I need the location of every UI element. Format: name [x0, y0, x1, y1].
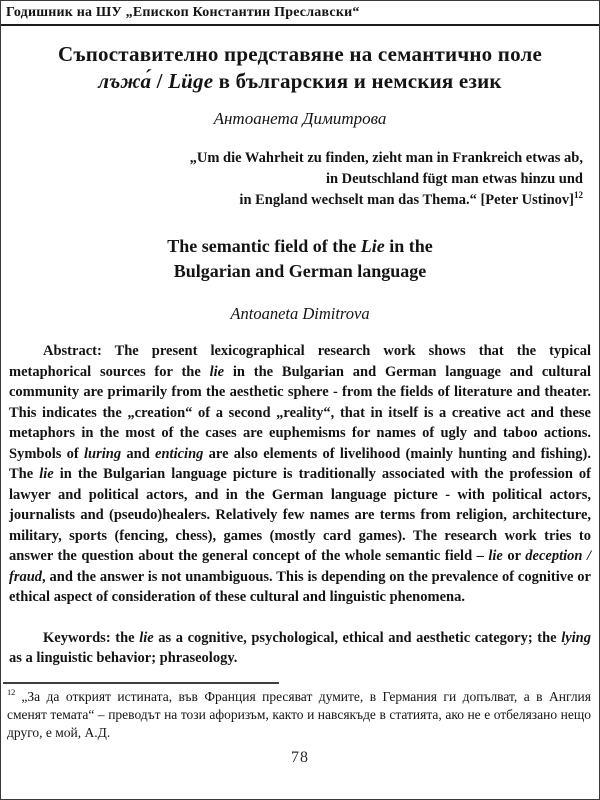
epigraph-line2: in Deutschland fügt man etwas hinzu und: [325, 171, 583, 187]
running-header: Годишник на ШУ „Епископ Константин Преславски“: [1, 1, 599, 26]
epigraph-quote: [1, 148, 583, 211]
epigraph-line1: „Um die Wahrheit zu finden, zieht man in Frankreich etwas ab,: [189, 150, 583, 166]
article-title-english: [1, 234, 599, 284]
author-name-english: Antoaneta Dimitrova: [230, 304, 370, 323]
page-number: 78: [291, 748, 309, 766]
article-title-en-line1: The semantic field of the Lie in the: [167, 236, 433, 256]
article-title-line2: лъжа́ / Lüge в българския и немския език: [98, 69, 502, 93]
footnote-text: $^{12}$ „За да открият истината, във Франция пресяват думите, в Германия ги допълват, а в Англия сменят темата“ – преводът на този афоризъм, както и навсякъде в статията, ако не е отбелязано нещо друго, е мой, А.Д.: [7, 688, 591, 740]
article-title-bulgarian: [1, 41, 599, 95]
footnote-divider: [3, 682, 279, 684]
article-title-en-line2: Bulgarian and German language: [173, 261, 427, 281]
abstract-paragraph: Abstract: The present lexicographical research work shows that the typical metaphorical sources for the lie in the Bulgarian and German language and cultural community are primarily from the aesthetic sphere - from the fields of literature and theater. This indicates the „creation“ of a second „reality“, that in itself is a creative act and these metaphors in the most of the cases are euphemisms for names of ugly and taboo actions. Symbols of luring and enticing are also elements of livelihood (mainly hunting and fishing). The lie in the Bulgarian language picture is traditionally associated with the profession of lawyer and political actors, and in the German language picture - with political actors, journalists and (pseudo)healers. Relatively few names are terms from religion, architecture, military, sports (fencing, chess), games (mostly card games). The research work tries to answer the question about the general concept of the whole semantic field – lie or deception / fraud, and the answer is not unambiguous. This is depending on the prevalence of cognitive or ethical aspect of consideration of these cultural and linguistic phenomena.: [9, 343, 592, 605]
author-name-bulgarian: Антоанета Димитрова: [213, 109, 387, 128]
epigraph-line3: in England wechselt man das Thema.“ [Peter Ustinov]$^{12}$: [239, 190, 583, 208]
article-title-line1: Съпоставително представяне на семантично поле: [57, 42, 543, 66]
keywords-paragraph: Keywords: the lie as a cognitive, psychological, ethical and aesthetic category; the lying as a linguistic behavior; phraseology.: [9, 629, 591, 666]
